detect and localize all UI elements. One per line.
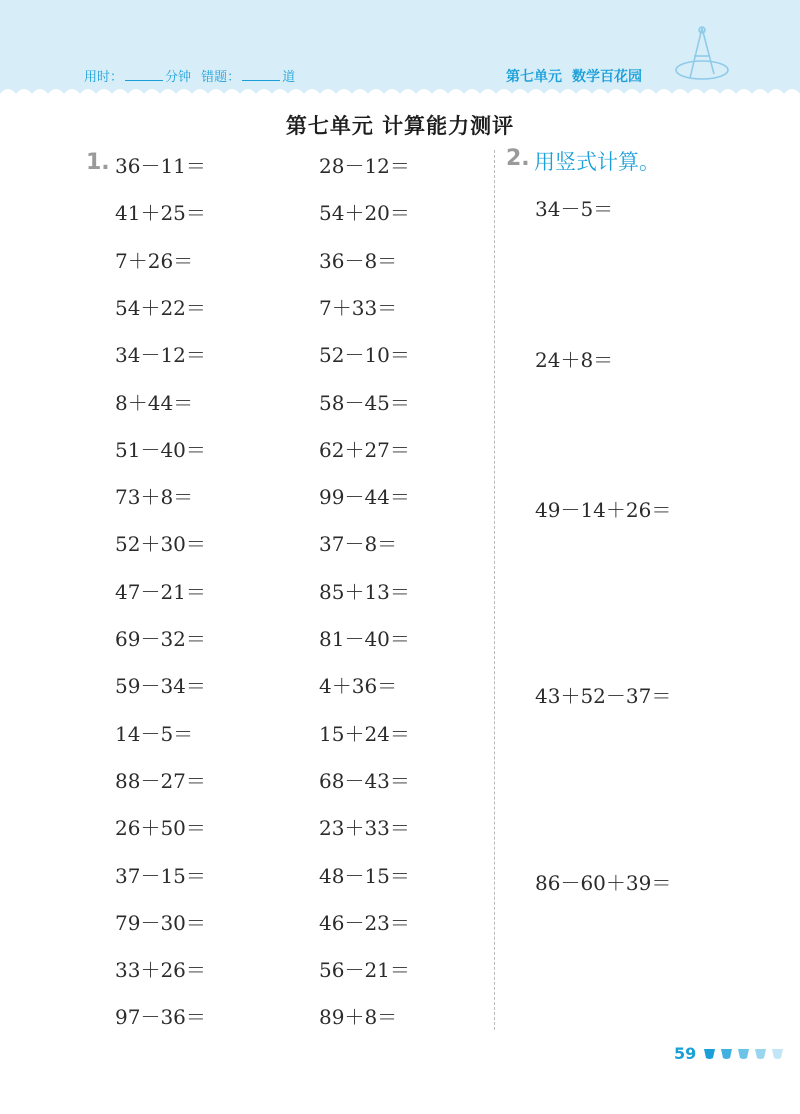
equation-col1-1: 36－11＝ — [115, 154, 206, 178]
equation-col1-10: 47－21＝ — [115, 580, 206, 604]
cup-icon — [772, 1049, 783, 1059]
time-unit: 分钟 — [165, 70, 192, 85]
cup-icon — [738, 1049, 749, 1059]
equation-col1-18: 33＋26＝ — [115, 958, 206, 982]
equation-col2-11: 81－40＝ — [319, 627, 410, 651]
header-book-name: 数学百花园 — [572, 69, 642, 85]
equation-col1-8: 73＋8＝ — [115, 485, 194, 509]
equation-col2-19: 89＋8＝ — [319, 1005, 398, 1029]
cup-icon — [721, 1049, 732, 1059]
equation-col1-4: 54＋22＝ — [115, 296, 206, 320]
vertical-calc-problem-2: 24＋8＝ — [535, 348, 614, 372]
header-unit-info — [506, 66, 642, 86]
vertical-calc-problem-3: 49－14＋26＝ — [535, 498, 672, 522]
equation-col2-9: 37－8＝ — [319, 532, 398, 556]
equation-col1-17: 79－30＝ — [115, 911, 206, 935]
question-2-instruction: 用竖式计算。 — [534, 150, 660, 174]
question-2-number: 2. — [506, 146, 530, 171]
equation-col1-13: 14－5＝ — [115, 722, 194, 746]
error-unit: 道 — [282, 70, 296, 85]
equation-col2-2: 54＋20＝ — [319, 201, 410, 225]
equation-col1-11: 69－32＝ — [115, 627, 206, 651]
equation-col2-3: 36－8＝ — [319, 249, 398, 273]
vertical-calc-problem-1: 34－5＝ — [535, 197, 614, 221]
equation-col1-14: 88－27＝ — [115, 769, 206, 793]
vertical-calc-problem-4: 43＋52－37＝ — [535, 684, 672, 708]
compass-icon — [672, 22, 732, 86]
column-divider — [494, 150, 495, 1030]
equation-col2-18: 56－21＝ — [319, 958, 410, 982]
equation-col2-10: 85＋13＝ — [319, 580, 410, 604]
equation-col2-15: 23＋33＝ — [319, 816, 410, 840]
equation-col2-12: 4＋36＝ — [319, 674, 398, 698]
equation-col1-7: 51－40＝ — [115, 438, 206, 462]
equation-col2-13: 15＋24＝ — [319, 722, 410, 746]
equation-col2-5: 52－10＝ — [319, 343, 410, 367]
equation-col2-14: 68－43＝ — [319, 769, 410, 793]
time-blank[interactable] — [125, 70, 163, 81]
time-error-record — [84, 66, 295, 85]
equation-col1-12: 59－34＝ — [115, 674, 206, 698]
equation-col1-16: 37－15＝ — [115, 864, 206, 888]
equation-col1-2: 41＋25＝ — [115, 201, 206, 225]
equation-col2-17: 46－23＝ — [319, 911, 410, 935]
cup-icon — [755, 1049, 766, 1059]
header-unit-name: 第七单元 — [506, 69, 562, 85]
cup-icon — [704, 1049, 715, 1059]
equation-col2-8: 99－44＝ — [319, 485, 410, 509]
error-blank[interactable] — [242, 70, 280, 81]
time-label: 用时： — [84, 70, 124, 85]
equation-col1-3: 7＋26＝ — [115, 249, 194, 273]
equation-col1-9: 52＋30＝ — [115, 532, 206, 556]
equation-col1-19: 97－36＝ — [115, 1005, 206, 1029]
question-1-number: 1. — [86, 150, 110, 175]
cup-icons — [700, 1047, 790, 1061]
equation-col2-6: 58－45＝ — [319, 391, 410, 415]
error-label: 错题： — [201, 70, 241, 85]
equation-col1-15: 26＋50＝ — [115, 816, 206, 840]
equation-col2-1: 28－12＝ — [319, 154, 410, 178]
wave-border — [0, 84, 800, 104]
equation-col1-6: 8＋44＝ — [115, 391, 194, 415]
vertical-calc-problem-5: 86－60＋39＝ — [535, 871, 672, 895]
header-band — [0, 0, 800, 98]
equation-col2-4: 7＋33＝ — [319, 296, 398, 320]
equation-col2-7: 62＋27＝ — [319, 438, 410, 462]
equation-col1-5: 34－12＝ — [115, 343, 206, 367]
page-title: 第七单元 计算能力测评 — [285, 114, 515, 138]
page-number: 59 — [674, 1044, 697, 1063]
equation-col2-16: 48－15＝ — [319, 864, 410, 888]
